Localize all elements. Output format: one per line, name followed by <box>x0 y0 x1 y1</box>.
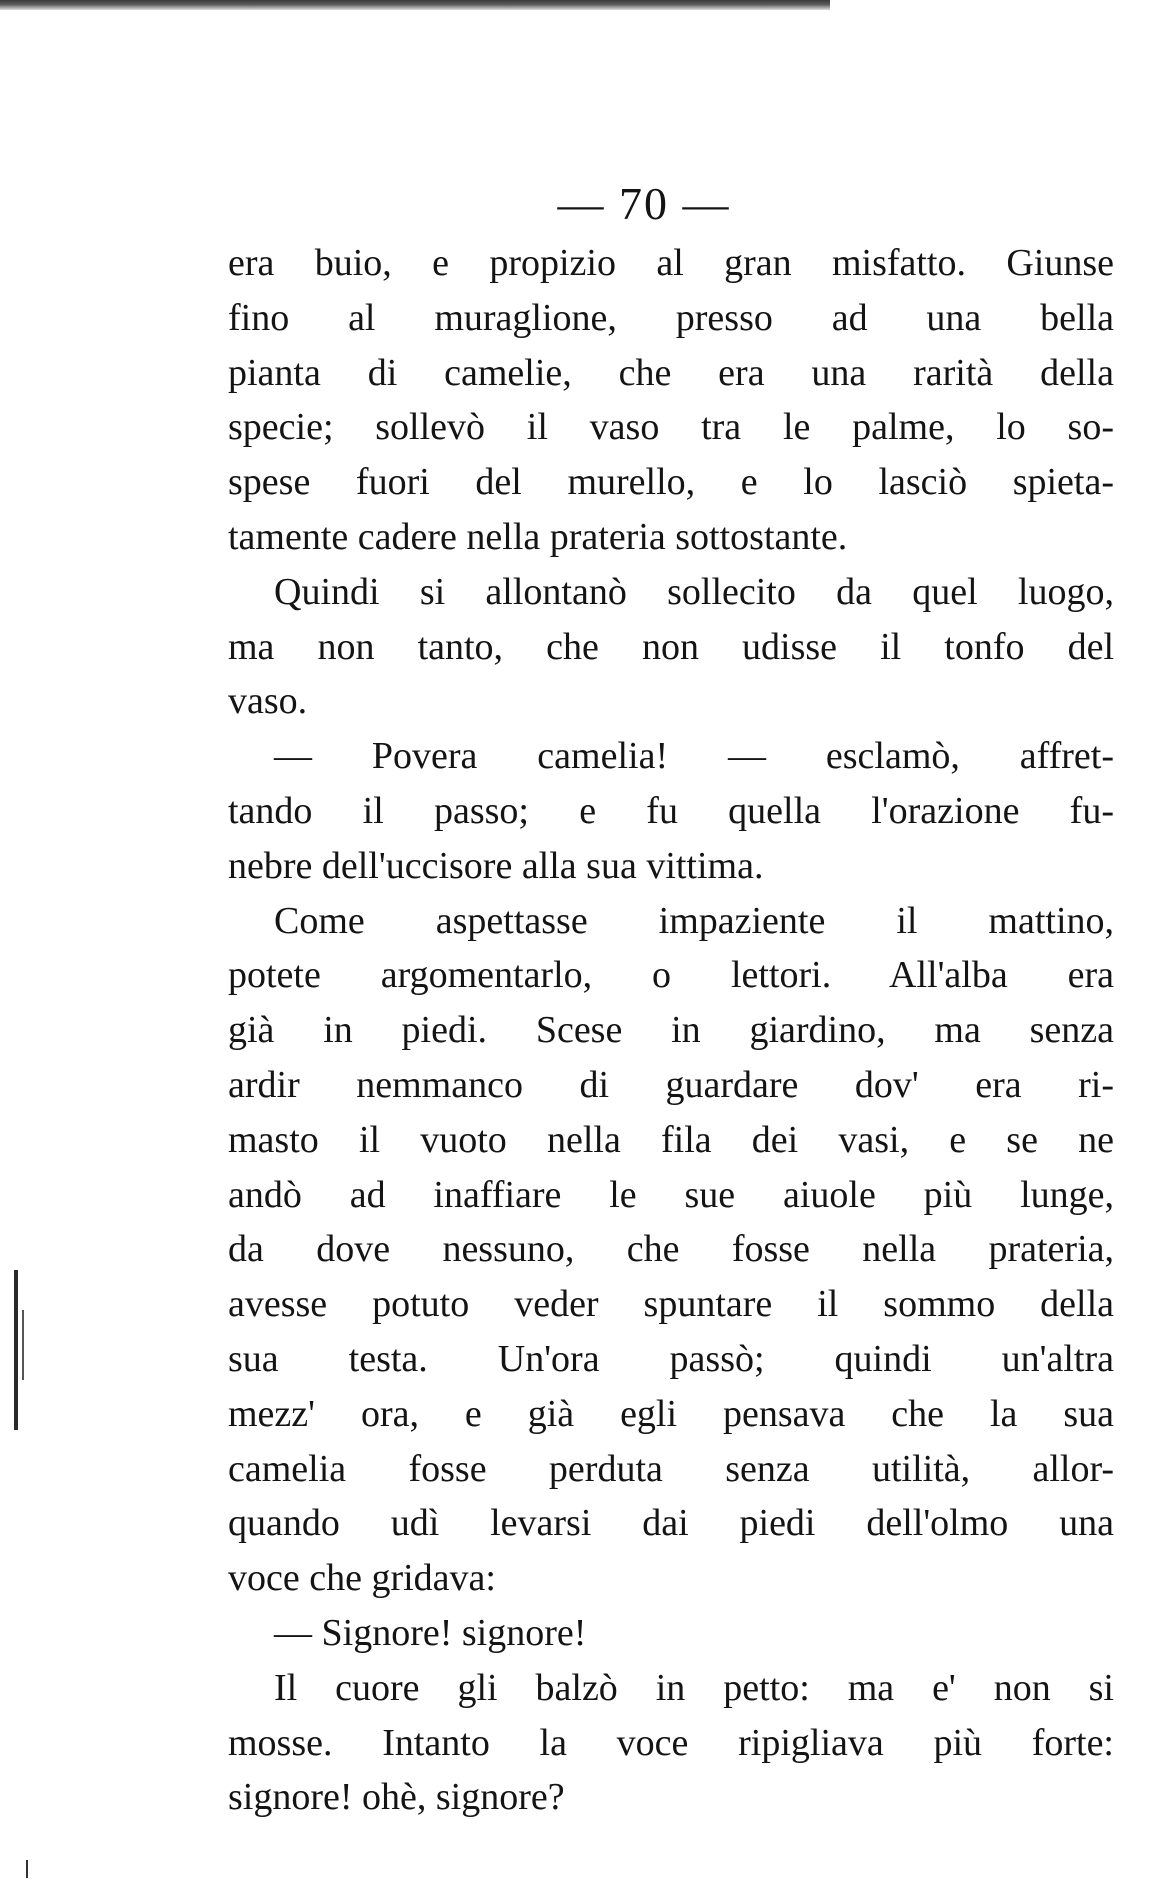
text-line: ardir nemmanco di guardare dov' era ri- <box>228 1063 1114 1106</box>
text-line: mosse. Intanto la voce ripigliava più forte: <box>228 1721 1114 1764</box>
text-line: specie; sollevò il vaso tra le palme, lo so- <box>228 406 1114 449</box>
text-line: — Signore! signore! <box>274 1611 587 1654</box>
text-line: già in piedi. Scese in giardino, ma senza <box>228 1009 1114 1052</box>
text-line: — Povera camelia! — esclamò, affret- <box>274 735 1114 778</box>
text-line: nebre dell'uccisore alla sua vittima. <box>228 844 764 887</box>
scan-mark <box>26 1860 28 1878</box>
text-line: Il cuore gli balzò in petto: ma e' non si <box>274 1666 1114 1709</box>
text-line: potete argomentarlo, o lettori. All'alba era <box>228 954 1114 997</box>
text-line: tando il passo; e fu quella l'orazione fu- <box>228 789 1114 832</box>
text-line: era buio, e propizio al gran misfatto. Giunse <box>228 242 1114 284</box>
text-line: tamente cadere nella prateria sottostante. <box>228 515 848 558</box>
page-number: — 70 — <box>557 178 731 229</box>
text-line: Quindi si allontanò sollecito da quel luogo, <box>274 570 1114 613</box>
text-line: mezz' ora, e già egli pensava che la sua <box>228 1392 1114 1435</box>
text-line: quando udì levarsi dai piedi dell'olmo una <box>228 1502 1114 1545</box>
text-line: sua testa. Un'ora passò; quindi un'altra <box>228 1337 1114 1380</box>
scan-edge <box>0 0 830 10</box>
body-text <box>228 236 1114 1825</box>
text-line: camelia fosse perduta senza utilità, allor- <box>228 1447 1114 1490</box>
text-line: pianta di camelie, che era una rarità della <box>228 351 1114 394</box>
text-line: signore! ohè, signore? <box>228 1776 565 1819</box>
text-line: masto il vuoto nella fila dei vasi, e se ne <box>228 1118 1114 1161</box>
text-line: voce che gridava: <box>228 1557 496 1600</box>
scan-mark <box>22 1310 24 1380</box>
text-line: avesse potuto veder spuntare il sommo della <box>228 1283 1114 1326</box>
scan-mark <box>14 1270 18 1430</box>
text-line: ma non tanto, che non udisse il tonfo del <box>228 625 1114 668</box>
text-line: spese fuori del murello, e lo lasciò spieta- <box>228 461 1114 504</box>
text-line: andò ad inaffiare le sue aiuole più lunge, <box>228 1173 1114 1216</box>
text-line: vaso. <box>228 680 308 723</box>
text-line: fino al muraglione, presso ad una bella <box>228 296 1114 339</box>
text-line: Come aspettasse impaziente il mattino, <box>274 899 1114 942</box>
text-line: da dove nessuno, che fosse nella prateria, <box>228 1228 1114 1271</box>
